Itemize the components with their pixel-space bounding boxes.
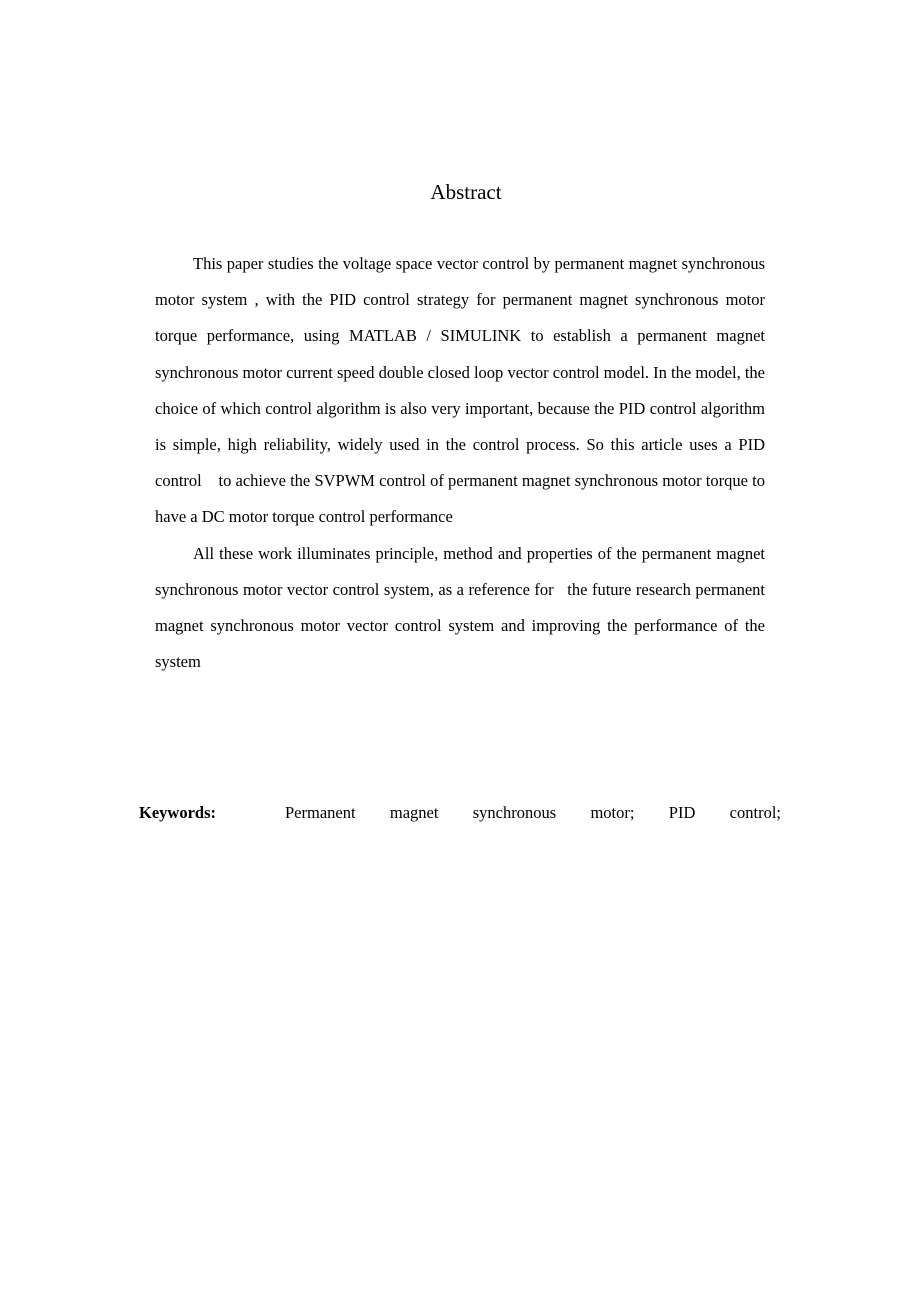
abstract-paragraph-2: All these work illuminates principle, method and properties of the permanent magnet synchronous motor vector control system, as a reference for the future research permanent magnet synchronous motor vector control system and improving the performance of the system	[155, 543, 765, 672]
keywords-line	[139, 798, 781, 828]
abstract-title: Abstract	[430, 180, 502, 204]
keywords-label: Keywords:	[139, 803, 216, 822]
abstract-paragraph-1: This paper studies the voltage space vector control by permanent magnet synchronous motor system , with the PID control strategy for permanent magnet synchronous motor torque performance, using MATLAB / SIMULINK to establish a permanent magnet synchronous motor current speed double closed loop vector control model. In the model, the choice of which control algorithm is also very important, because the PID control algorithm is simple, high reliability, widely used in the control process. So this article uses a PID control to achieve the SVPWM control of permanent magnet synchronous motor torque to have a DC motor torque control performance	[155, 254, 765, 527]
keywords-text: Permanent magnet synchronous motor; PID control;	[285, 803, 781, 822]
abstract-body	[155, 246, 765, 680]
